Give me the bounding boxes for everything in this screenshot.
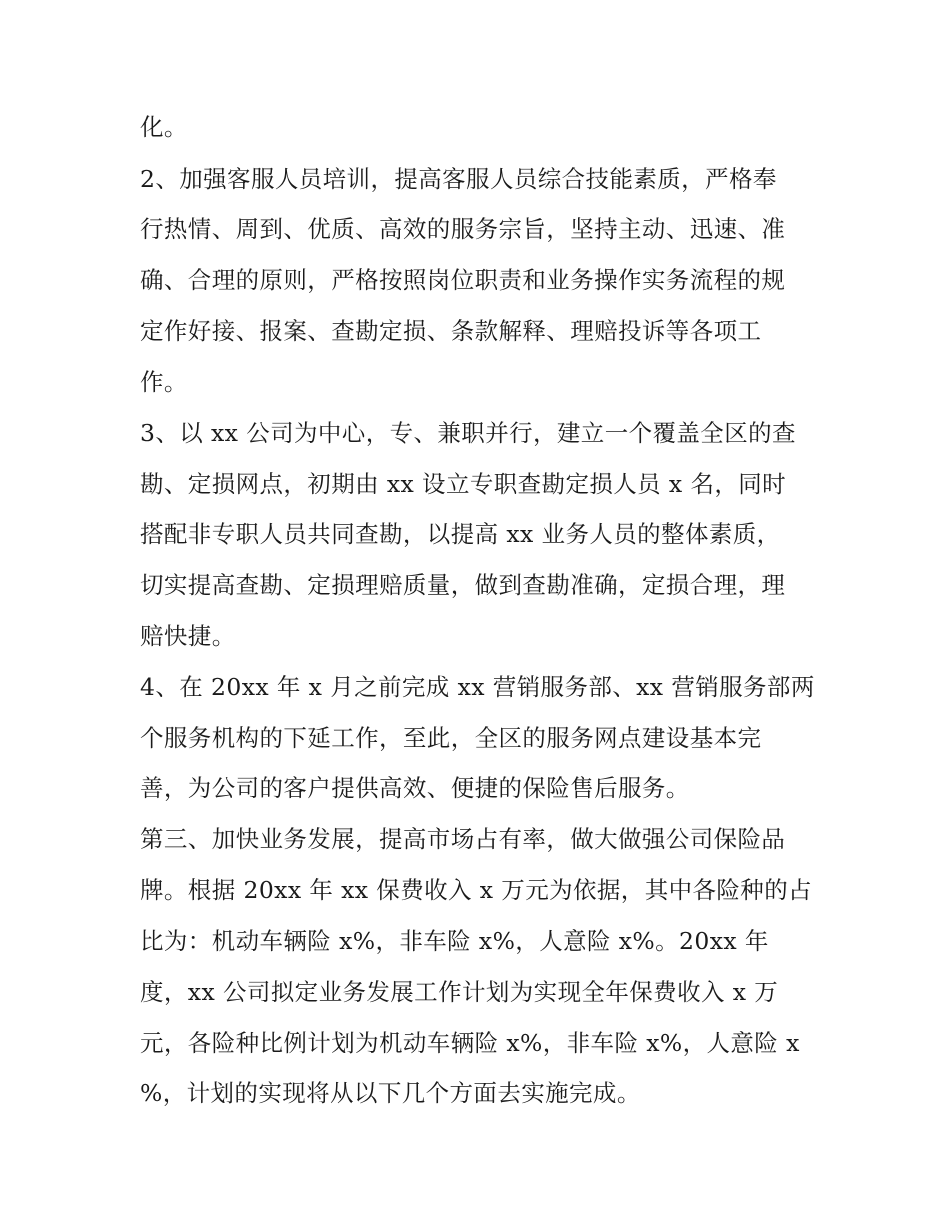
text-line: 牌。根据 20xx 年 xx 保费收入 x 万元为依据，其中各险种的占 — [140, 876, 812, 904]
text-line: 度，xx 公司拟定业务发展工作计划为实现全年保费收入 x 万 — [140, 978, 779, 1006]
text-line: 比为：机动车辆险 x%，非车险 x%，人意险 x%。20xx 年 — [140, 927, 769, 955]
text-line: 个服务机构的下延工作，至此，全区的服务网点建设基本完 — [140, 724, 762, 752]
text-line: 第三、加快业务发展，提高市场占有率，做大做强公司保险品 — [140, 825, 786, 853]
text-line: 确、合理的原则，严格按照岗位职责和业务操作实务流程的规 — [140, 266, 786, 294]
text-line: 切实提高查勘、定损理赔质量，做到查勘准确，定损合理，理 — [140, 571, 786, 599]
text-line: 3、以 xx 公司为中心，专、兼职并行，建立一个覆盖全区的查 — [140, 419, 796, 447]
text-line: %，计划的实现将从以下几个方面去实施完成。 — [140, 1079, 641, 1107]
text-line: 作。 — [140, 368, 188, 396]
text-line: 4、在 20xx 年 x 月之前完成 xx 营销服务部、xx 营销服务部两 — [140, 673, 815, 701]
text-line: 定作好接、报案、查勘定损、条款解释、理赔投诉等各项工 — [140, 317, 762, 345]
text-line: 2、加强客服人员培训，提高客服人员综合技能素质，严格奉 — [140, 165, 777, 193]
text-line: 化。 — [140, 113, 188, 141]
text-line: 元，各险种比例计划为机动车辆险 x%，非车险 x%，人意险 x — [140, 1029, 800, 1057]
text-line: 行热情、周到、优质、高效的服务宗旨，坚持主动、迅速、准 — [140, 215, 786, 243]
text-line: 赔快捷。 — [140, 622, 236, 650]
text-line: 搭配非专职人员共同查勘，以提高 xx 业务人员的整体素质， — [140, 520, 781, 548]
text-line: 善，为公司的客户提供高效、便捷的保险售后服务。 — [140, 774, 690, 802]
text-line: 勘、定损网点，初期由 xx 设立专职查勘定损人员 x 名，同时 — [140, 470, 787, 498]
